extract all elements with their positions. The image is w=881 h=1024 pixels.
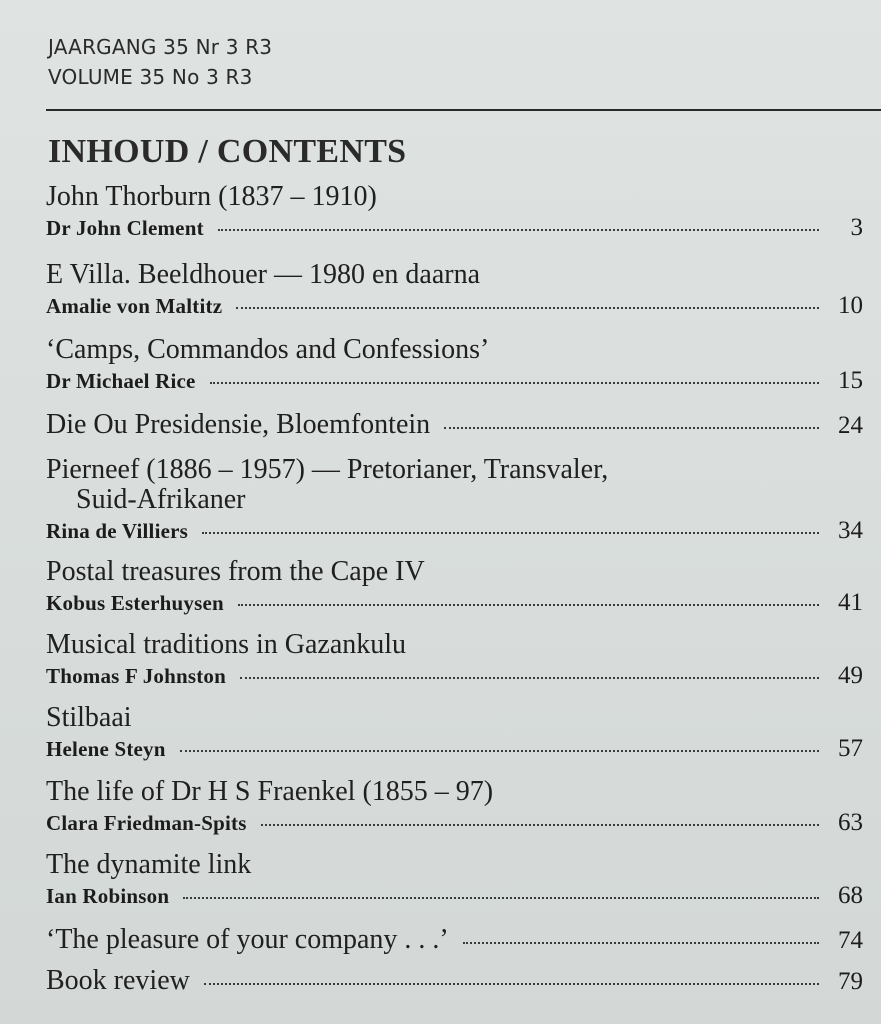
header-divider	[46, 109, 881, 111]
page-number: 15	[838, 367, 863, 394]
page-number: 34	[838, 517, 863, 544]
page-number: 49	[838, 662, 863, 689]
toc-entry	[46, 703, 863, 763]
toc-entry	[46, 925, 863, 955]
page-number: 3	[850, 214, 863, 241]
page-number: 68	[838, 882, 863, 909]
toc-entry	[46, 410, 863, 440]
entry-title-row	[46, 410, 863, 440]
toc-entry	[46, 182, 863, 242]
toc-entry	[46, 850, 863, 910]
dot-leader	[463, 942, 819, 944]
issue-line-afrikaans: JAARGANG 35 Nr 3 R3	[48, 35, 273, 59]
article-title: The dynamite link	[46, 849, 252, 880]
article-title: John Thorburn (1837 – 1910)	[46, 181, 377, 212]
page-number: 79	[838, 968, 863, 995]
article-title: Die Ou Presidensie, Bloemfontein	[46, 409, 431, 440]
dot-leader	[238, 604, 819, 606]
article-title: Pierneef (1886 – 1957) — Pretorianer, Transvaler,	[46, 454, 609, 485]
toc-entry	[46, 966, 863, 996]
page-number: 63	[838, 809, 863, 836]
toc-entry	[46, 777, 863, 837]
contents-title: INHOUD / CONTENTS	[48, 133, 407, 170]
article-title: The life of Dr H S Fraenkel (1855 – 97)	[46, 776, 494, 807]
dot-leader	[183, 897, 819, 899]
article-title: Stilbaai	[46, 702, 132, 733]
dot-leader	[444, 427, 819, 429]
issue-line-english: VOLUME 35 No 3 R3	[48, 65, 253, 89]
article-author: Kobus Esterhuysen	[46, 591, 224, 615]
entry-byline-row	[46, 662, 863, 690]
page-number: 74	[838, 927, 863, 954]
entry-byline-row	[46, 517, 863, 545]
dot-leader	[202, 532, 819, 534]
article-title: ‘The pleasure of your company . . .’	[46, 924, 449, 955]
article-author: Clara Friedman-Spits	[46, 811, 247, 835]
article-author: Thomas F Johnston	[46, 664, 227, 688]
page-number: 57	[838, 735, 863, 762]
entry-byline-row	[46, 882, 863, 910]
dot-leader	[236, 307, 819, 309]
article-title: ‘Camps, Commandos and Confessions’	[46, 334, 490, 365]
article-author: Rina de Villiers	[46, 519, 189, 543]
issue-header	[48, 32, 272, 92]
dot-leader	[210, 382, 819, 384]
page-number: 10	[838, 292, 863, 319]
dot-leader	[218, 229, 819, 231]
entry-byline-row	[46, 809, 863, 837]
article-title-continued: Suid-Afrikaner	[76, 484, 246, 515]
dot-leader	[261, 824, 819, 826]
article-title: Musical traditions in Gazankulu	[46, 629, 407, 660]
toc-entry	[46, 455, 863, 545]
entry-byline-row	[46, 589, 863, 617]
entry-byline-row	[46, 735, 863, 763]
article-author: Helene Steyn	[46, 737, 166, 761]
dot-leader	[204, 983, 819, 985]
entry-byline-row	[46, 214, 863, 242]
toc-entry	[46, 630, 863, 690]
dot-leader	[240, 677, 819, 679]
article-title: Postal treasures from the Cape IV	[46, 556, 425, 587]
page-number: 41	[838, 589, 863, 616]
toc-entry	[46, 335, 863, 395]
page-number: 24	[838, 412, 863, 439]
entry-byline-row	[46, 367, 863, 395]
article-author: Ian Robinson	[46, 884, 170, 908]
article-title: Book review	[46, 965, 190, 996]
entry-title-row	[46, 925, 863, 955]
entry-byline-row	[46, 292, 863, 320]
entry-title-row	[46, 966, 863, 996]
dot-leader	[180, 750, 819, 752]
toc-entry	[46, 557, 863, 617]
article-title: E Villa. Beeldhouer — 1980 en daarna	[46, 259, 480, 290]
article-author: Dr Michael Rice	[46, 369, 196, 393]
article-author: Dr John Clement	[46, 216, 204, 240]
article-author: Amalie von Maltitz	[46, 294, 223, 318]
toc-entry	[46, 260, 863, 320]
